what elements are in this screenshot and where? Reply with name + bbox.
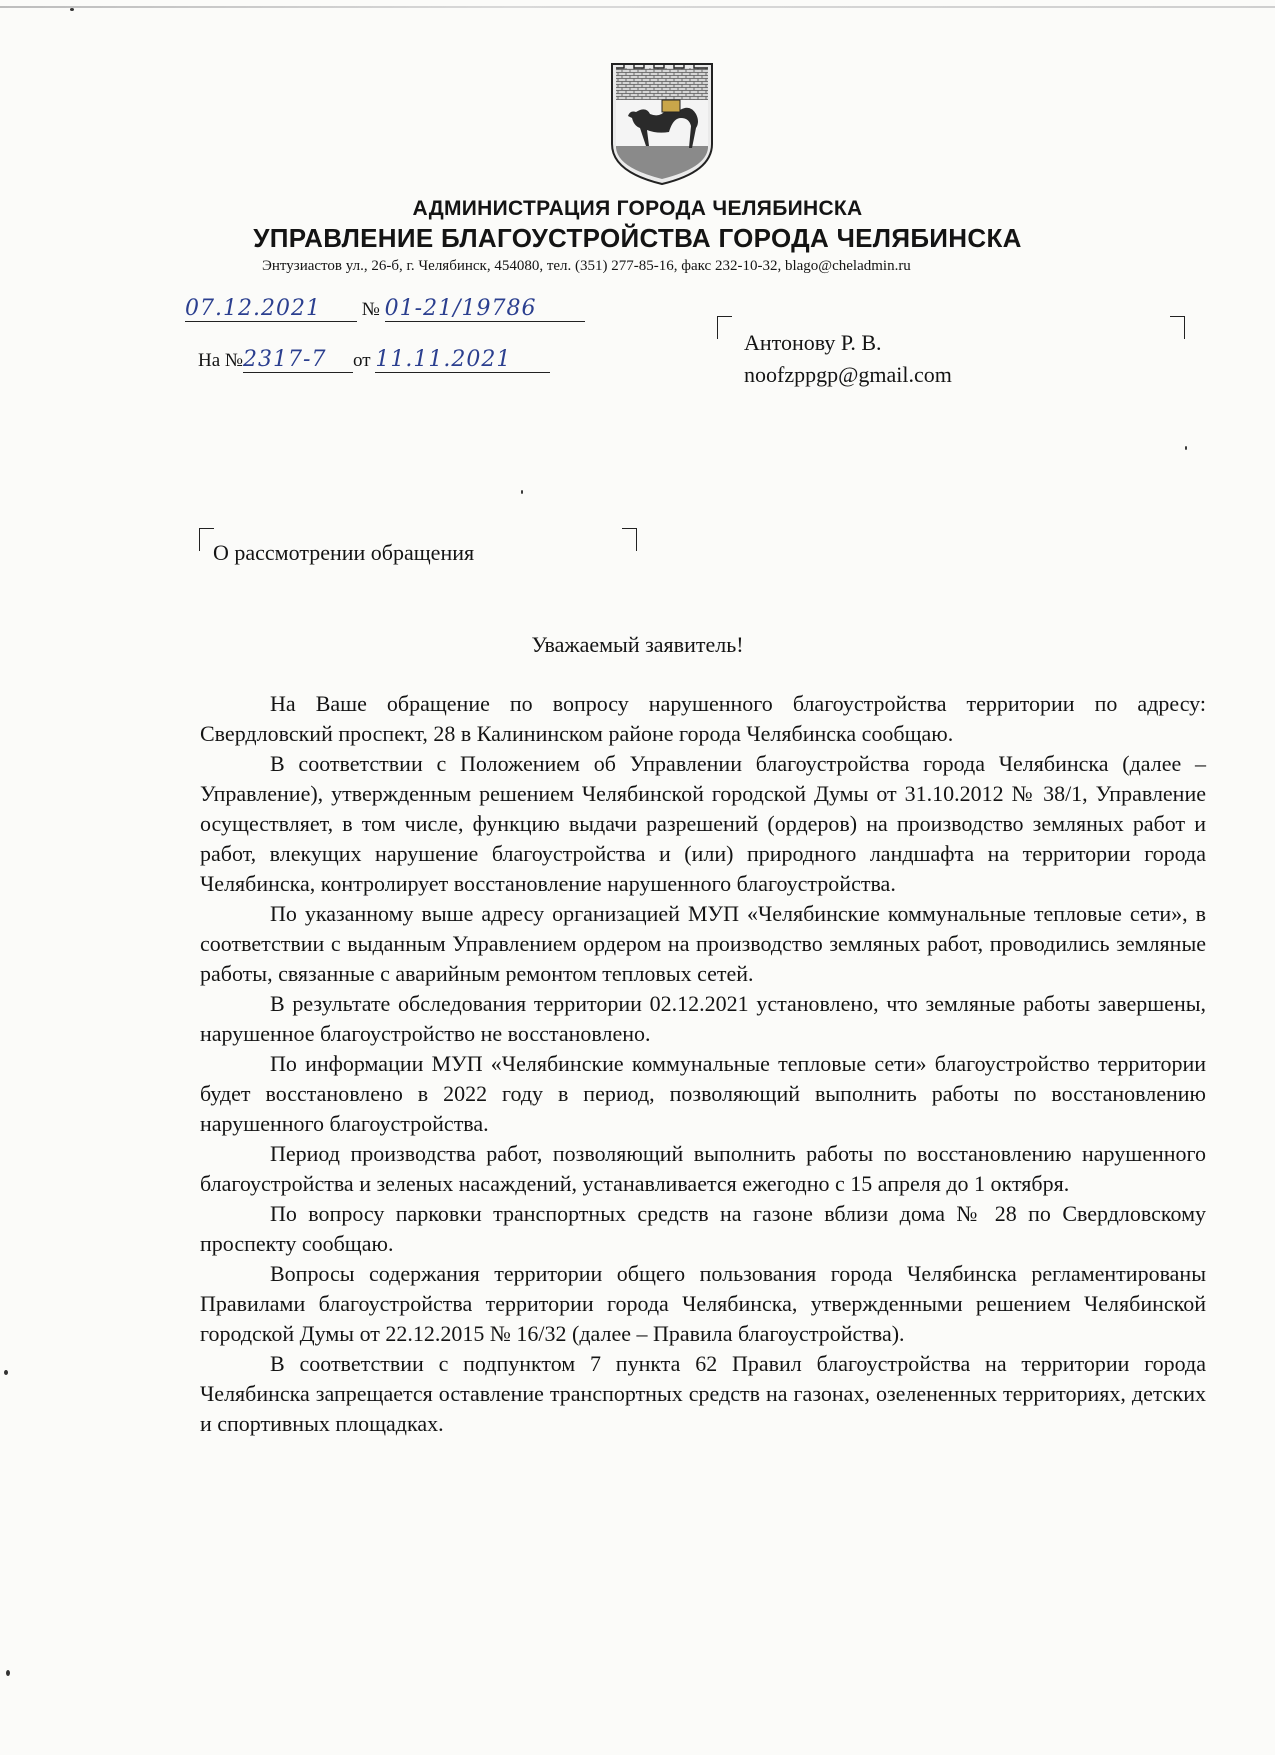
recipient-email: noofzppgp@gmail.com <box>744 362 952 387</box>
body-paragraph: Период производства работ, позволяющий выполнить работы по восстановлению нарушенного благоустройства и зеленых насаждений, устанавливается ежегодно с 15 апреля до 1 октября. <box>200 1141 1206 1196</box>
subject-corner-left <box>199 528 214 551</box>
scan-speck <box>1185 446 1187 450</box>
body-paragraph: На Ваше обращение по вопросу нарушенного благоустройства территории по адресу: Свердловский проспект, 28 в Калининском районе города Челябинска сообщаю. <box>200 691 1206 746</box>
reply-date: 11.11.2021 <box>375 347 512 372</box>
reply-prefix: На № <box>198 350 244 371</box>
outgoing-number: 01-21/19786 <box>384 296 537 321</box>
org-name-line1: АДМИНИСТРАЦИЯ ГОРОДА ЧЕЛЯБИНСКА <box>412 197 863 220</box>
outgoing-registration <box>185 296 585 322</box>
body-paragraph: По указанному выше адресу организацией МУП «Челябинские коммунальные тепловые сети», в соответствии с выданным Управлением ордером на производство земляных работ, проводились земляные работы, связанные с аварийным ремонтом тепловых сетей. <box>200 901 1206 986</box>
letter-subject: О рассмотрении обращения <box>213 540 475 565</box>
subject-corner-right <box>622 528 637 551</box>
org-name-line2: УПРАВЛЕНИЕ БЛАГОУСТРОЙСТВА ГОРОДА ЧЕЛЯБИНСКА <box>253 223 1022 253</box>
org-address: Энтузиастов ул., 26-б, г. Челябинск, 454080, тел. (351) 277-85-16, факс 232-10-32, blago@cheladmin.ru <box>262 258 911 274</box>
letter-body <box>200 689 1206 1439</box>
body-paragraph: В соответствии с подпунктом 7 пункта 62 Правил благоустройства на территории города Челябинска запрещается оставление транспортных средств на газонах, озелененных территориях, детских и спортивных площадках. <box>200 1351 1206 1436</box>
body-paragraph: В соответствии с Положением об Управлении благоустройства города Челябинска (далее – Управление), утвержденным решением Челябинской городской Думы от 31.10.2012 № 38/1, Управление осуществляет, в том числе, функцию выдачи разрешений (ордеров) на производство земляных работ и работ, влекущих нарушение благоустройства и (или) природного ландшафта на территории города Челябинска, контролирует восстановление нарушенного благоустройства. <box>200 751 1206 896</box>
body-paragraph: Вопросы содержания территории общего пользования города Челябинска регламентированы Правилами благоустройства территории города Челябинска, утвержденными решением Челябинской городской Думы от 22.12.2015 № 16/32 (далее – Правила благоустройства). <box>200 1261 1206 1346</box>
from-word: от <box>353 350 371 371</box>
chelyabinsk-coat-of-arms-icon <box>606 60 718 188</box>
scan-speck <box>6 1670 10 1676</box>
scan-speck <box>4 1370 8 1375</box>
scan-speck <box>70 8 74 11</box>
number-sign: № <box>361 299 380 320</box>
body-paragraph: По информации МУП «Челябинские коммунальные тепловые сети» благоустройство территории будет восстановлено в 2022 году в период, позволяющий выполнить работы по восстановлению нарушенного благоустройства. <box>200 1051 1206 1136</box>
recipient-corner-right <box>1170 316 1185 339</box>
greeting: Уважаемый заявитель! <box>531 632 744 657</box>
reply-number: 2317-7 <box>243 347 327 372</box>
recipient-corner-left <box>717 316 732 339</box>
body-paragraph: В результате обследования территории 02.12.2021 установлено, что земляные работы завершены, нарушенное благоустройство не восстановлено. <box>200 991 1206 1046</box>
recipient-block <box>744 327 952 391</box>
scan-speck <box>521 490 523 494</box>
scan-edge <box>0 6 1275 8</box>
reply-registration <box>198 347 550 373</box>
outgoing-date: 07.12.2021 <box>185 296 321 321</box>
recipient-name: Антонову Р. В. <box>744 330 882 355</box>
body-paragraph: По вопросу парковки транспортных средств на газоне вблизи дома № 28 по Свердловскому проспекту сообщаю. <box>200 1201 1206 1256</box>
